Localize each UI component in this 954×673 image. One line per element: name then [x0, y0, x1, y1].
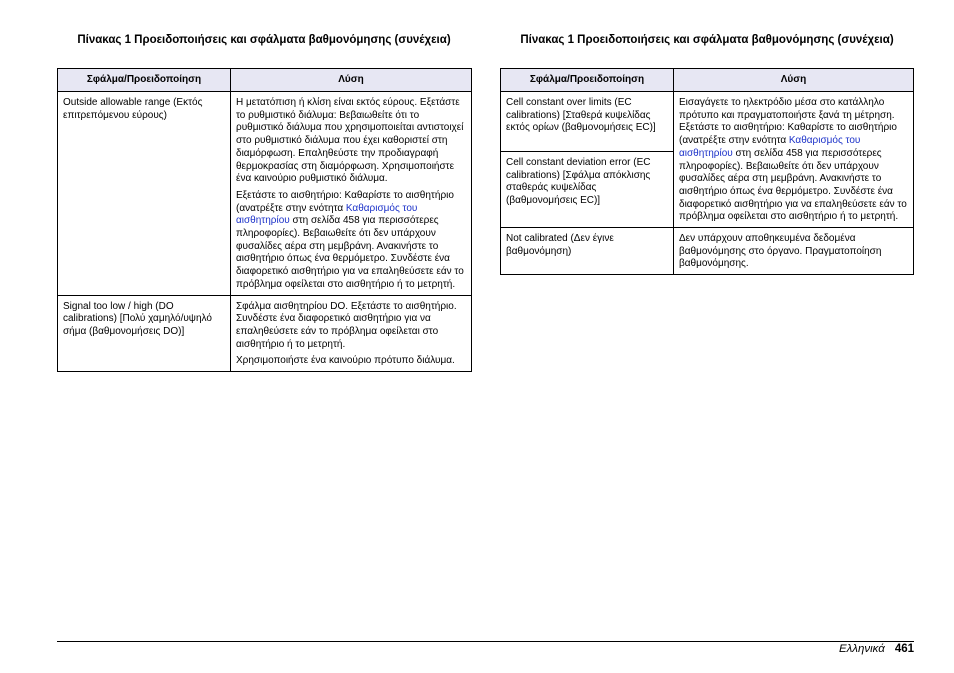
solution-text: Εισαγάγετε το ηλεκτρόδιο μέσα στο κατάλληλο πρότυπο και πραγματοποιήστε ξανά τη μέτρηση. Εξετάστε το αισθητήριο: Καθαρίστε το αισθητήριο (ανατρέξτε στην ενότητα [679, 97, 897, 147]
solution-paragraph: Η μετατόπιση ή κλίση είναι εκτός εύρους. Εξετάστε το ρυθμιστικό διάλυμα: Βεβαιωθείτε ότι το ρυθμιστικό διάλυμα που χρησιμοποιείται αντιστοιχεί στο ρυθμιστικό διάλυμα που έχει καθοριστεί στη διαμόρφωση. Επαληθεύστε την προδιαγραφή θερμοκρασίας στη διαμόρφωση. Χρησιμοποιήστε ένα καινούριο ρυθμιστικό διάλυμα. [236, 97, 464, 185]
solution-cell: Δεν υπάρχουν αποθηκευμένα δεδομένα βαθμονόμησης στο όργανο. Πραγματοποίηση βαθμονόμησης. [674, 228, 914, 275]
error-cell: Not calibrated (Δεν έγινε βαθμονόμηση) [501, 228, 674, 275]
table-header-row [501, 69, 914, 92]
solution-cell [231, 295, 472, 372]
table-caption-left: Πίνακας 1 Προειδοποιήσεις και σφάλματα βαθμονόμησης (συνέχεια) [77, 34, 451, 46]
footer-divider [57, 641, 914, 642]
column-header-solution: Λύση [231, 69, 472, 92]
cross-reference-link[interactable]: Καθαρισμός του αισθητηρίου [679, 135, 861, 159]
error-cell: Outside allowable range (Εκτός επιτρεπόμενου εύρους) [58, 92, 231, 296]
cross-reference-link[interactable]: Καθαρισμός του αισθητηρίου [236, 202, 418, 227]
solution-paragraph [236, 190, 466, 292]
errors-table-right [500, 68, 914, 275]
table-caption-right: Πίνακας 1 Προειδοποιήσεις και σφάλματα βαθμονόμησης (συνέχεια) [520, 34, 894, 46]
errors-table-left [57, 68, 472, 372]
column-header-solution: Λύση [674, 69, 914, 92]
table-row [58, 92, 472, 296]
solution-paragraph [679, 97, 908, 224]
solution-cell [231, 92, 472, 296]
column-header-error: Σφάλμα/Προειδοποίηση [58, 69, 231, 92]
table-row [501, 228, 914, 275]
table-header-row [58, 69, 472, 92]
footer-language: Ελληνικά [838, 643, 885, 655]
solution-paragraph: Χρησιμοποιήστε ένα καινούριο πρότυπο διάλυμα. [236, 355, 455, 367]
column-header-error: Σφάλμα/Προειδοποίηση [501, 69, 674, 92]
page-footer [839, 643, 914, 655]
solution-text: στη σελίδα 458 για περισσότερες πληροφορίες). Βεβαιωθείτε ότι δεν υπάρχουν φυσαλίδες αέρα στη μεμβράνη. Ανακινήστε το αισθητήριο όπως ένα θερμόμετρο. Συνδέστε ένα διαφορετικό αισθητήριο για να επαληθεύσετε εάν το πρόβλημα οφείλεται στο αισθητήριο ή το μετρητή. [236, 215, 464, 290]
solution-paragraph: Σφάλμα αισθητηρίου DO. Εξετάστε το αισθητήριο. Συνδέστε ένα διαφορετικό αισθητήριο για να επαληθεύσετε εάν το πρόβλημα οφείλεται στο αισθητήριο ή το μετρητή. [236, 300, 457, 350]
solution-text: στη σελίδα 458 για περισσότερες πληροφορίες). Βεβαιωθείτε ότι δεν υπάρχουν φυσαλίδες αέρα στη μεμβράνη. Ανακινήστε το αισθητήριο όπως ένα θερμόμετρο. Συνδέστε ένα διαφορετικό αισθητήριο για να επαληθεύσετε εάν το πρόβλημα οφείλεται στο αισθητήριο ή το μετρητή. [679, 147, 907, 223]
page-number: 461 [894, 643, 914, 655]
solution-cell [674, 92, 914, 228]
error-cell: Cell constant deviation error (EC calibrations) [Σφάλμα απόκλισης σταθεράς κυψελίδας (βαθμονομήσεις EC)] [501, 151, 674, 227]
table-row [501, 92, 914, 152]
error-cell: Signal too low / high (DO calibrations) [Πολύ χαμηλό/υψηλό σήμα (βαθμονομήσεις DO)] [58, 295, 231, 372]
solution-text: Εξετάστε το αισθητήριο: Καθαρίστε το αισθητήριο (ανατρέξτε στην ενότητα [236, 189, 454, 214]
error-cell: Cell constant over limits (EC calibrations) [Σταθερά κυψελίδας εκτός ορίων (βαθμονομήσεις EC)] [501, 92, 674, 152]
table-row [58, 295, 472, 372]
